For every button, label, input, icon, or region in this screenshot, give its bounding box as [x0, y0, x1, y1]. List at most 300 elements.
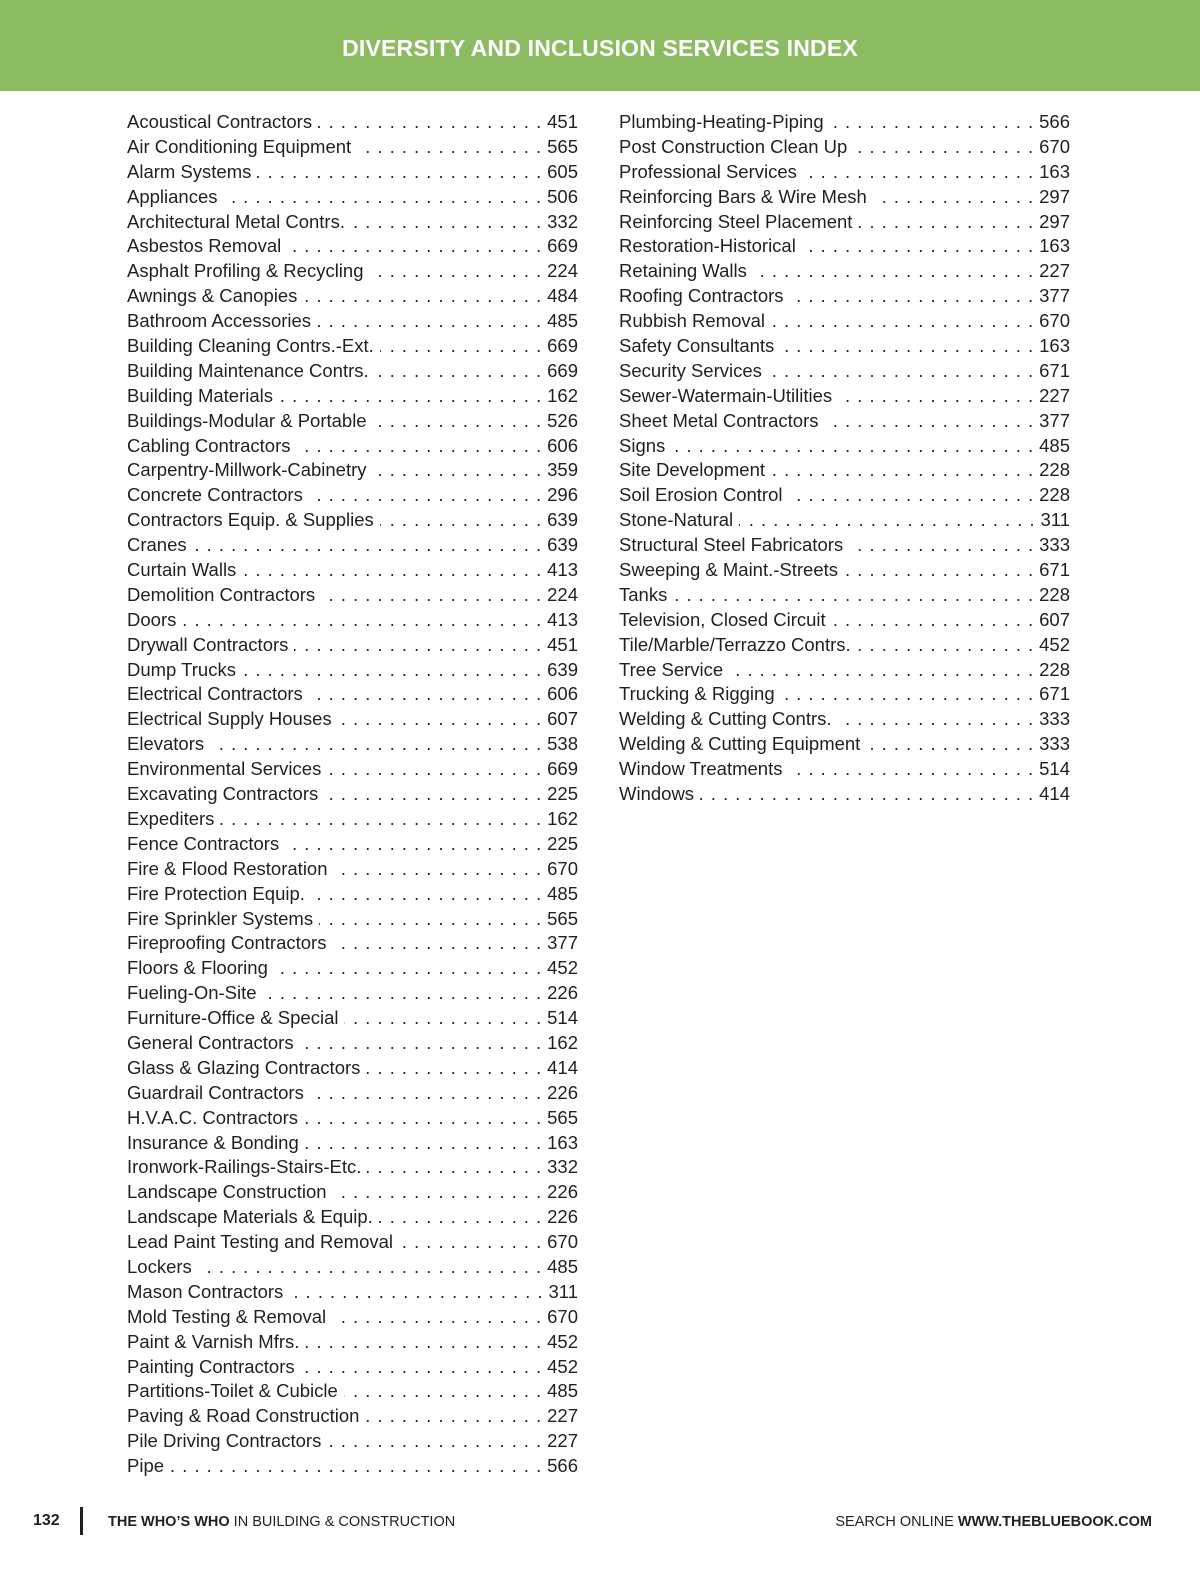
- entry-name: Mason Contractors: [127, 1280, 284, 1302]
- entry-page-number: 414: [1039, 783, 1070, 805]
- page-footer: [0, 1505, 1200, 1535]
- page-title: DIVERSITY AND INCLUSION SERVICES INDEX: [342, 34, 858, 61]
- entry-page-number: 452: [547, 957, 578, 979]
- entry-page-number: 639: [547, 534, 578, 556]
- entry-page-number: 671: [1039, 359, 1070, 381]
- index-entry: [127, 284, 578, 309]
- entry-name: Cabling Contractors: [127, 434, 291, 456]
- index-entry: [127, 434, 578, 459]
- dot-leader: [788, 757, 1033, 782]
- dot-leader: [257, 160, 541, 185]
- entry-page-number: 452: [547, 1355, 578, 1377]
- index-entry: [127, 931, 578, 956]
- entry-name: Environmental Services: [127, 758, 322, 780]
- entry-page-number: 413: [547, 559, 578, 581]
- index-entry: [127, 1230, 578, 1255]
- entry-name: Furniture-Office & Special: [127, 1007, 339, 1029]
- entry-page-number: 485: [547, 1255, 578, 1277]
- dot-leader: [285, 832, 541, 857]
- entry-name: Pile Driving Contractors: [127, 1430, 322, 1452]
- dot-leader: [366, 1056, 541, 1081]
- index-entry: [127, 1155, 578, 1180]
- search-online: [835, 1514, 1152, 1530]
- entry-name: Glass & Glazing Contractors: [127, 1056, 361, 1078]
- entry-name: Paint & Varnish Mfrs.: [127, 1330, 300, 1352]
- entry-name: Reinforcing Bars & Wire Mesh: [619, 185, 867, 207]
- entry-name: Site Development: [619, 459, 766, 481]
- entry-page-number: 565: [547, 907, 578, 929]
- entry-name: Welding & Cutting Equipment: [619, 733, 861, 755]
- entry-page-number: 607: [547, 708, 578, 730]
- index-entry: [127, 682, 578, 707]
- index-entry: [619, 633, 1070, 658]
- index-entry: [619, 707, 1070, 732]
- entry-name: Retaining Walls: [619, 260, 747, 282]
- dot-leader: [332, 931, 541, 956]
- entry-page-number: 526: [547, 409, 578, 431]
- entry-page-number: 670: [547, 1305, 578, 1327]
- dot-leader: [357, 135, 541, 160]
- index-entry: [619, 384, 1070, 409]
- entry-page-number: 485: [547, 310, 578, 332]
- entry-name: Windows: [619, 783, 695, 805]
- entry-page-number: 227: [1039, 260, 1070, 282]
- dot-leader: [321, 583, 541, 608]
- index-entry: [619, 533, 1070, 558]
- dot-leader: [303, 284, 541, 309]
- index-entry: [127, 732, 578, 757]
- index-entry: [619, 334, 1070, 359]
- entry-page-number: 639: [547, 658, 578, 680]
- entry-page-number: 224: [547, 583, 578, 605]
- index-entry: [619, 732, 1070, 757]
- entry-name: Sheet Metal Contractors: [619, 409, 819, 431]
- entry-name: Restoration-Historical: [619, 235, 796, 257]
- entry-name: Floors & Flooring: [127, 957, 268, 979]
- entry-name: Paving & Road Construction: [127, 1405, 360, 1427]
- index-entry: [127, 210, 578, 235]
- entry-name: Roofing Contractors: [619, 285, 784, 307]
- dot-leader: [671, 434, 1033, 459]
- entry-page-number: 333: [1039, 733, 1070, 755]
- entry-name: Concrete Contractors: [127, 484, 303, 506]
- index-entry: [127, 633, 578, 658]
- index-entry: [127, 707, 578, 732]
- entry-name: Fire Protection Equip.: [127, 882, 305, 904]
- entry-page-number: 297: [1039, 210, 1070, 232]
- dot-leader: [849, 533, 1033, 558]
- dot-leader: [373, 409, 542, 434]
- entry-name: Reinforcing Steel Placement: [619, 210, 853, 232]
- entry-name: Post Construction Clean Up: [619, 135, 848, 157]
- website-link[interactable]: WWW.THEBLUEBOOK.COM: [957, 1514, 1152, 1530]
- entry-page-number: 162: [547, 807, 578, 829]
- index-entry: [127, 882, 578, 907]
- entry-page-number: 225: [547, 832, 578, 854]
- entry-name: General Contractors: [127, 1031, 294, 1053]
- entry-name: Landscape Materials & Equip.: [127, 1206, 373, 1228]
- index-entry: [127, 1205, 578, 1230]
- index-entry: [127, 259, 578, 284]
- index-entry: [127, 1404, 578, 1429]
- entry-page-number: 670: [547, 1231, 578, 1253]
- dot-leader: [830, 110, 1033, 135]
- entry-page-number: 669: [547, 335, 578, 357]
- entry-name: Guardrail Contractors: [127, 1081, 304, 1103]
- entry-name: Sweeping & Maint.-Streets: [619, 559, 839, 581]
- dot-leader: [182, 608, 541, 633]
- dot-leader: [242, 558, 541, 583]
- entry-name: Rubbish Removal: [619, 310, 766, 332]
- index-entry: [127, 832, 578, 857]
- entry-name: Bathroom Accessories: [127, 310, 312, 332]
- dot-leader: [771, 458, 1033, 483]
- dot-leader: [780, 334, 1033, 359]
- dot-leader: [739, 508, 1034, 533]
- entry-name: Appliances: [127, 185, 218, 207]
- index-entry: [619, 409, 1070, 434]
- dot-leader: [700, 782, 1033, 807]
- entry-page-number: 377: [1039, 285, 1070, 307]
- entry-name: Demolition Contractors: [127, 583, 316, 605]
- entry-name: Welding & Cutting Contrs.: [619, 708, 832, 730]
- entry-page-number: 514: [1039, 758, 1070, 780]
- index-entry: [619, 185, 1070, 210]
- entry-name: Asbestos Removal: [127, 235, 282, 257]
- entry-name: Window Treatments: [619, 758, 783, 780]
- dot-leader: [220, 807, 541, 832]
- entry-page-number: 226: [547, 1181, 578, 1203]
- entry-name: Fence Contractors: [127, 832, 280, 854]
- dot-leader: [332, 1305, 541, 1330]
- entry-name: Landscape Construction: [127, 1181, 327, 1203]
- entry-page-number: 226: [547, 1081, 578, 1103]
- entry-name: Professional Services: [619, 160, 797, 182]
- entry-page-number: 228: [1039, 459, 1070, 481]
- entry-page-number: 333: [1039, 708, 1070, 730]
- entry-name: Security Services: [619, 359, 762, 381]
- entry-page-number: 226: [547, 1206, 578, 1228]
- entry-name: Fueling-On-Site: [127, 982, 257, 1004]
- dot-leader: [242, 658, 541, 683]
- index-entry: [619, 259, 1070, 284]
- entry-page-number: 669: [547, 235, 578, 257]
- entry-page-number: 670: [1039, 310, 1070, 332]
- entry-page-number: 297: [1039, 185, 1070, 207]
- entry-page-number: 452: [547, 1330, 578, 1352]
- entry-page-number: 451: [547, 111, 578, 132]
- entry-name: Awnings & Canopies: [127, 285, 298, 307]
- dot-leader: [333, 1180, 542, 1205]
- index-entry: [619, 757, 1070, 782]
- dot-leader: [370, 259, 542, 284]
- entry-name: Acoustical Contractors: [127, 111, 313, 132]
- entry-page-number: 485: [547, 1380, 578, 1402]
- dot-leader: [210, 732, 541, 757]
- index-entry: [127, 508, 578, 533]
- index-entry: [127, 1330, 578, 1355]
- index-entry: [127, 658, 578, 683]
- entry-page-number: 607: [1039, 608, 1070, 630]
- index-entry: [619, 135, 1070, 160]
- dot-leader: [279, 384, 541, 409]
- index-entry: [127, 1180, 578, 1205]
- entry-page-number: 565: [547, 1106, 578, 1128]
- dot-leader: [304, 1106, 541, 1131]
- entry-name: Tile/Marble/Terrazzo Contrs.: [619, 633, 851, 655]
- dot-leader: [380, 334, 541, 359]
- entry-name: Television, Closed Circuit: [619, 608, 826, 630]
- index-entry: [127, 1056, 578, 1081]
- entry-page-number: 639: [547, 509, 578, 531]
- index-entry: [127, 1280, 578, 1305]
- entry-name: Stone-Natural: [619, 509, 734, 531]
- entry-page-number: 606: [547, 683, 578, 705]
- index-entry: [127, 1031, 578, 1056]
- entry-page-number: 226: [547, 982, 578, 1004]
- dot-leader: [351, 210, 541, 235]
- index-entry: [127, 1379, 578, 1404]
- index-entry: [619, 210, 1070, 235]
- dot-leader: [344, 1006, 541, 1031]
- dot-leader: [832, 608, 1033, 633]
- index-entry: [619, 508, 1070, 533]
- dot-leader: [324, 782, 541, 807]
- index-entry: [619, 483, 1070, 508]
- entry-name: Alarm Systems: [127, 160, 252, 182]
- index-entry: [619, 458, 1070, 483]
- publication-name-rest: IN BUILDING & CONSTRUCTION: [229, 1514, 456, 1530]
- index-entry: [127, 533, 578, 558]
- entry-name: Painting Contractors: [127, 1355, 295, 1377]
- dot-leader: [380, 508, 541, 533]
- index-entry: [619, 160, 1070, 185]
- dot-leader: [873, 185, 1033, 210]
- index-entry: [127, 160, 578, 185]
- entry-name: Tanks: [619, 583, 668, 605]
- entry-page-number: 163: [1039, 235, 1070, 257]
- dot-leader: [844, 558, 1033, 583]
- entry-page-number: 227: [547, 1430, 578, 1452]
- dot-leader: [224, 185, 542, 210]
- dot-leader: [379, 1205, 541, 1230]
- entry-page-number: 669: [547, 758, 578, 780]
- publication-name: [108, 1514, 455, 1530]
- dot-leader: [373, 458, 542, 483]
- entry-page-number: 228: [1039, 484, 1070, 506]
- dot-leader: [311, 882, 541, 907]
- entry-page-number: 670: [1039, 135, 1070, 157]
- entry-name: Architectural Metal Contrs.: [127, 210, 345, 232]
- dot-leader: [824, 409, 1033, 434]
- entry-page-number: 227: [1039, 384, 1070, 406]
- search-label: SEARCH ONLINE: [835, 1514, 958, 1530]
- dot-leader: [375, 359, 541, 384]
- dot-leader: [309, 682, 541, 707]
- entry-name: Lockers: [127, 1255, 192, 1277]
- entry-name: Lead Paint Testing and Removal: [127, 1231, 394, 1253]
- index-entry: [127, 1305, 578, 1330]
- entry-name: Trucking & Rigging: [619, 683, 775, 705]
- index-entry: [127, 857, 578, 882]
- entry-name: Structural Steel Fabricators: [619, 534, 844, 556]
- entry-name: Electrical Supply Houses: [127, 708, 332, 730]
- entry-name: Building Materials: [127, 384, 274, 406]
- index-entry: [127, 409, 578, 434]
- entry-name: Fire Sprinkler Systems: [127, 907, 314, 929]
- entry-page-number: 670: [547, 857, 578, 879]
- entry-page-number: 671: [1039, 559, 1070, 581]
- entry-name: Ironwork-Railings-Stairs-Etc.: [127, 1156, 362, 1178]
- dot-leader: [857, 633, 1033, 658]
- entry-name: Tree Service: [619, 658, 724, 680]
- entry-name: Drywall Contractors: [127, 633, 289, 655]
- index-entry: [127, 907, 578, 932]
- dot-leader: [838, 707, 1034, 732]
- entry-page-number: 538: [547, 733, 578, 755]
- index-entry: [127, 483, 578, 508]
- entry-name: H.V.A.C. Contractors: [127, 1106, 299, 1128]
- dot-leader: [305, 1330, 541, 1355]
- entry-page-number: 311: [1040, 509, 1070, 531]
- entry-name: Carpentry-Millwork-Cabinetry: [127, 459, 367, 481]
- dot-leader: [287, 234, 541, 259]
- entry-page-number: 452: [1039, 633, 1070, 655]
- entry-name: Soil Erosion Control: [619, 484, 783, 506]
- index-entry: [127, 1006, 578, 1031]
- entry-page-number: 163: [547, 1131, 578, 1153]
- dot-leader: [838, 384, 1033, 409]
- index-entry: [127, 558, 578, 583]
- entry-name: Safety Consultants: [619, 335, 775, 357]
- index-entry: [127, 608, 578, 633]
- dot-leader: [301, 1355, 542, 1380]
- entry-name: Signs: [619, 434, 666, 456]
- dot-leader: [327, 757, 541, 782]
- entry-name: Mold Testing & Removal: [127, 1305, 327, 1327]
- index-entry: [619, 284, 1070, 309]
- dot-leader: [319, 907, 541, 932]
- index-entry: [127, 334, 578, 359]
- index-entry: [127, 1355, 578, 1380]
- entry-page-number: 224: [547, 260, 578, 282]
- dot-leader: [338, 707, 542, 732]
- entry-name: Partitions-Toilet & Cubicle: [127, 1380, 338, 1402]
- index-entry: [127, 1255, 578, 1280]
- entry-page-number: 332: [547, 210, 578, 232]
- entry-name: Plumbing-Heating-Piping: [619, 111, 824, 132]
- dot-leader: [327, 1429, 541, 1454]
- entry-page-number: 669: [547, 359, 578, 381]
- dot-leader: [781, 682, 1034, 707]
- dot-leader: [802, 234, 1033, 259]
- entry-name: Buildings-Modular & Portable: [127, 409, 367, 431]
- index-entry: [127, 185, 578, 210]
- index-entry: [619, 558, 1070, 583]
- index-entry: [127, 110, 578, 135]
- entry-name: Pipe: [127, 1455, 165, 1477]
- dot-leader: [858, 210, 1033, 235]
- entry-page-number: 565: [547, 135, 578, 157]
- dot-leader: [789, 483, 1034, 508]
- dot-leader: [853, 135, 1033, 160]
- entry-page-number: 671: [1039, 683, 1070, 705]
- entry-page-number: 333: [1039, 534, 1070, 556]
- index-entry: [127, 384, 578, 409]
- entry-name: Expediters: [127, 807, 215, 829]
- dot-leader: [294, 633, 541, 658]
- index-entry: [127, 981, 578, 1006]
- entry-name: Curtain Walls: [127, 559, 237, 581]
- entry-page-number: 484: [547, 285, 578, 307]
- index-entry: [619, 110, 1070, 135]
- entry-name: Building Cleaning Contrs.-Ext.: [127, 335, 374, 357]
- dot-leader: [344, 1379, 541, 1404]
- dot-leader: [768, 359, 1033, 384]
- index-entry: [127, 956, 578, 981]
- index-entry: [127, 583, 578, 608]
- dot-leader: [198, 1255, 541, 1280]
- dot-leader: [365, 1404, 541, 1429]
- dot-leader: [803, 160, 1033, 185]
- index-entry: [619, 608, 1070, 633]
- dot-leader: [305, 1131, 541, 1156]
- index-entry: [619, 234, 1070, 259]
- entry-page-number: 162: [547, 384, 578, 406]
- header-banner: [0, 0, 1200, 91]
- dot-leader: [399, 1230, 541, 1255]
- index-entry: [127, 1429, 578, 1454]
- dot-leader: [753, 259, 1033, 284]
- entry-name: Fire & Flood Restoration: [127, 857, 328, 879]
- entry-page-number: 359: [547, 459, 578, 481]
- entry-page-number: 605: [547, 160, 578, 182]
- dot-leader: [790, 284, 1034, 309]
- dot-leader: [297, 434, 542, 459]
- dot-leader: [289, 1280, 542, 1305]
- index-entry: [127, 1131, 578, 1156]
- entry-page-number: 228: [1039, 658, 1070, 680]
- index-entry: [619, 658, 1070, 683]
- index-entry: [127, 807, 578, 832]
- index-entry: [127, 782, 578, 807]
- index-entry: [127, 1106, 578, 1131]
- dot-leader: [367, 1155, 541, 1180]
- index-entry: [127, 234, 578, 259]
- index-entry: [127, 757, 578, 782]
- index-entry: [127, 135, 578, 160]
- entry-page-number: 606: [547, 434, 578, 456]
- dot-leader: [334, 857, 542, 882]
- entry-page-number: 485: [547, 882, 578, 904]
- dot-leader: [193, 533, 541, 558]
- entry-name: Insurance & Bonding: [127, 1131, 299, 1153]
- entry-page-number: 566: [1039, 111, 1070, 132]
- dot-leader: [274, 956, 541, 981]
- entry-page-number: 162: [547, 1031, 578, 1053]
- entry-page-number: 414: [547, 1056, 578, 1078]
- index-entry: [619, 434, 1070, 459]
- entry-page-number: 377: [547, 932, 578, 954]
- index-entry: [619, 359, 1070, 384]
- entry-page-number: 514: [547, 1007, 578, 1029]
- entry-name: Contractors Equip. & Supplies: [127, 509, 374, 531]
- entry-page-number: 228: [1039, 583, 1070, 605]
- dot-leader: [673, 583, 1033, 608]
- index-entry: [619, 309, 1070, 334]
- index-column-left: [127, 110, 578, 1479]
- entry-name: Excavating Contractors: [127, 783, 319, 805]
